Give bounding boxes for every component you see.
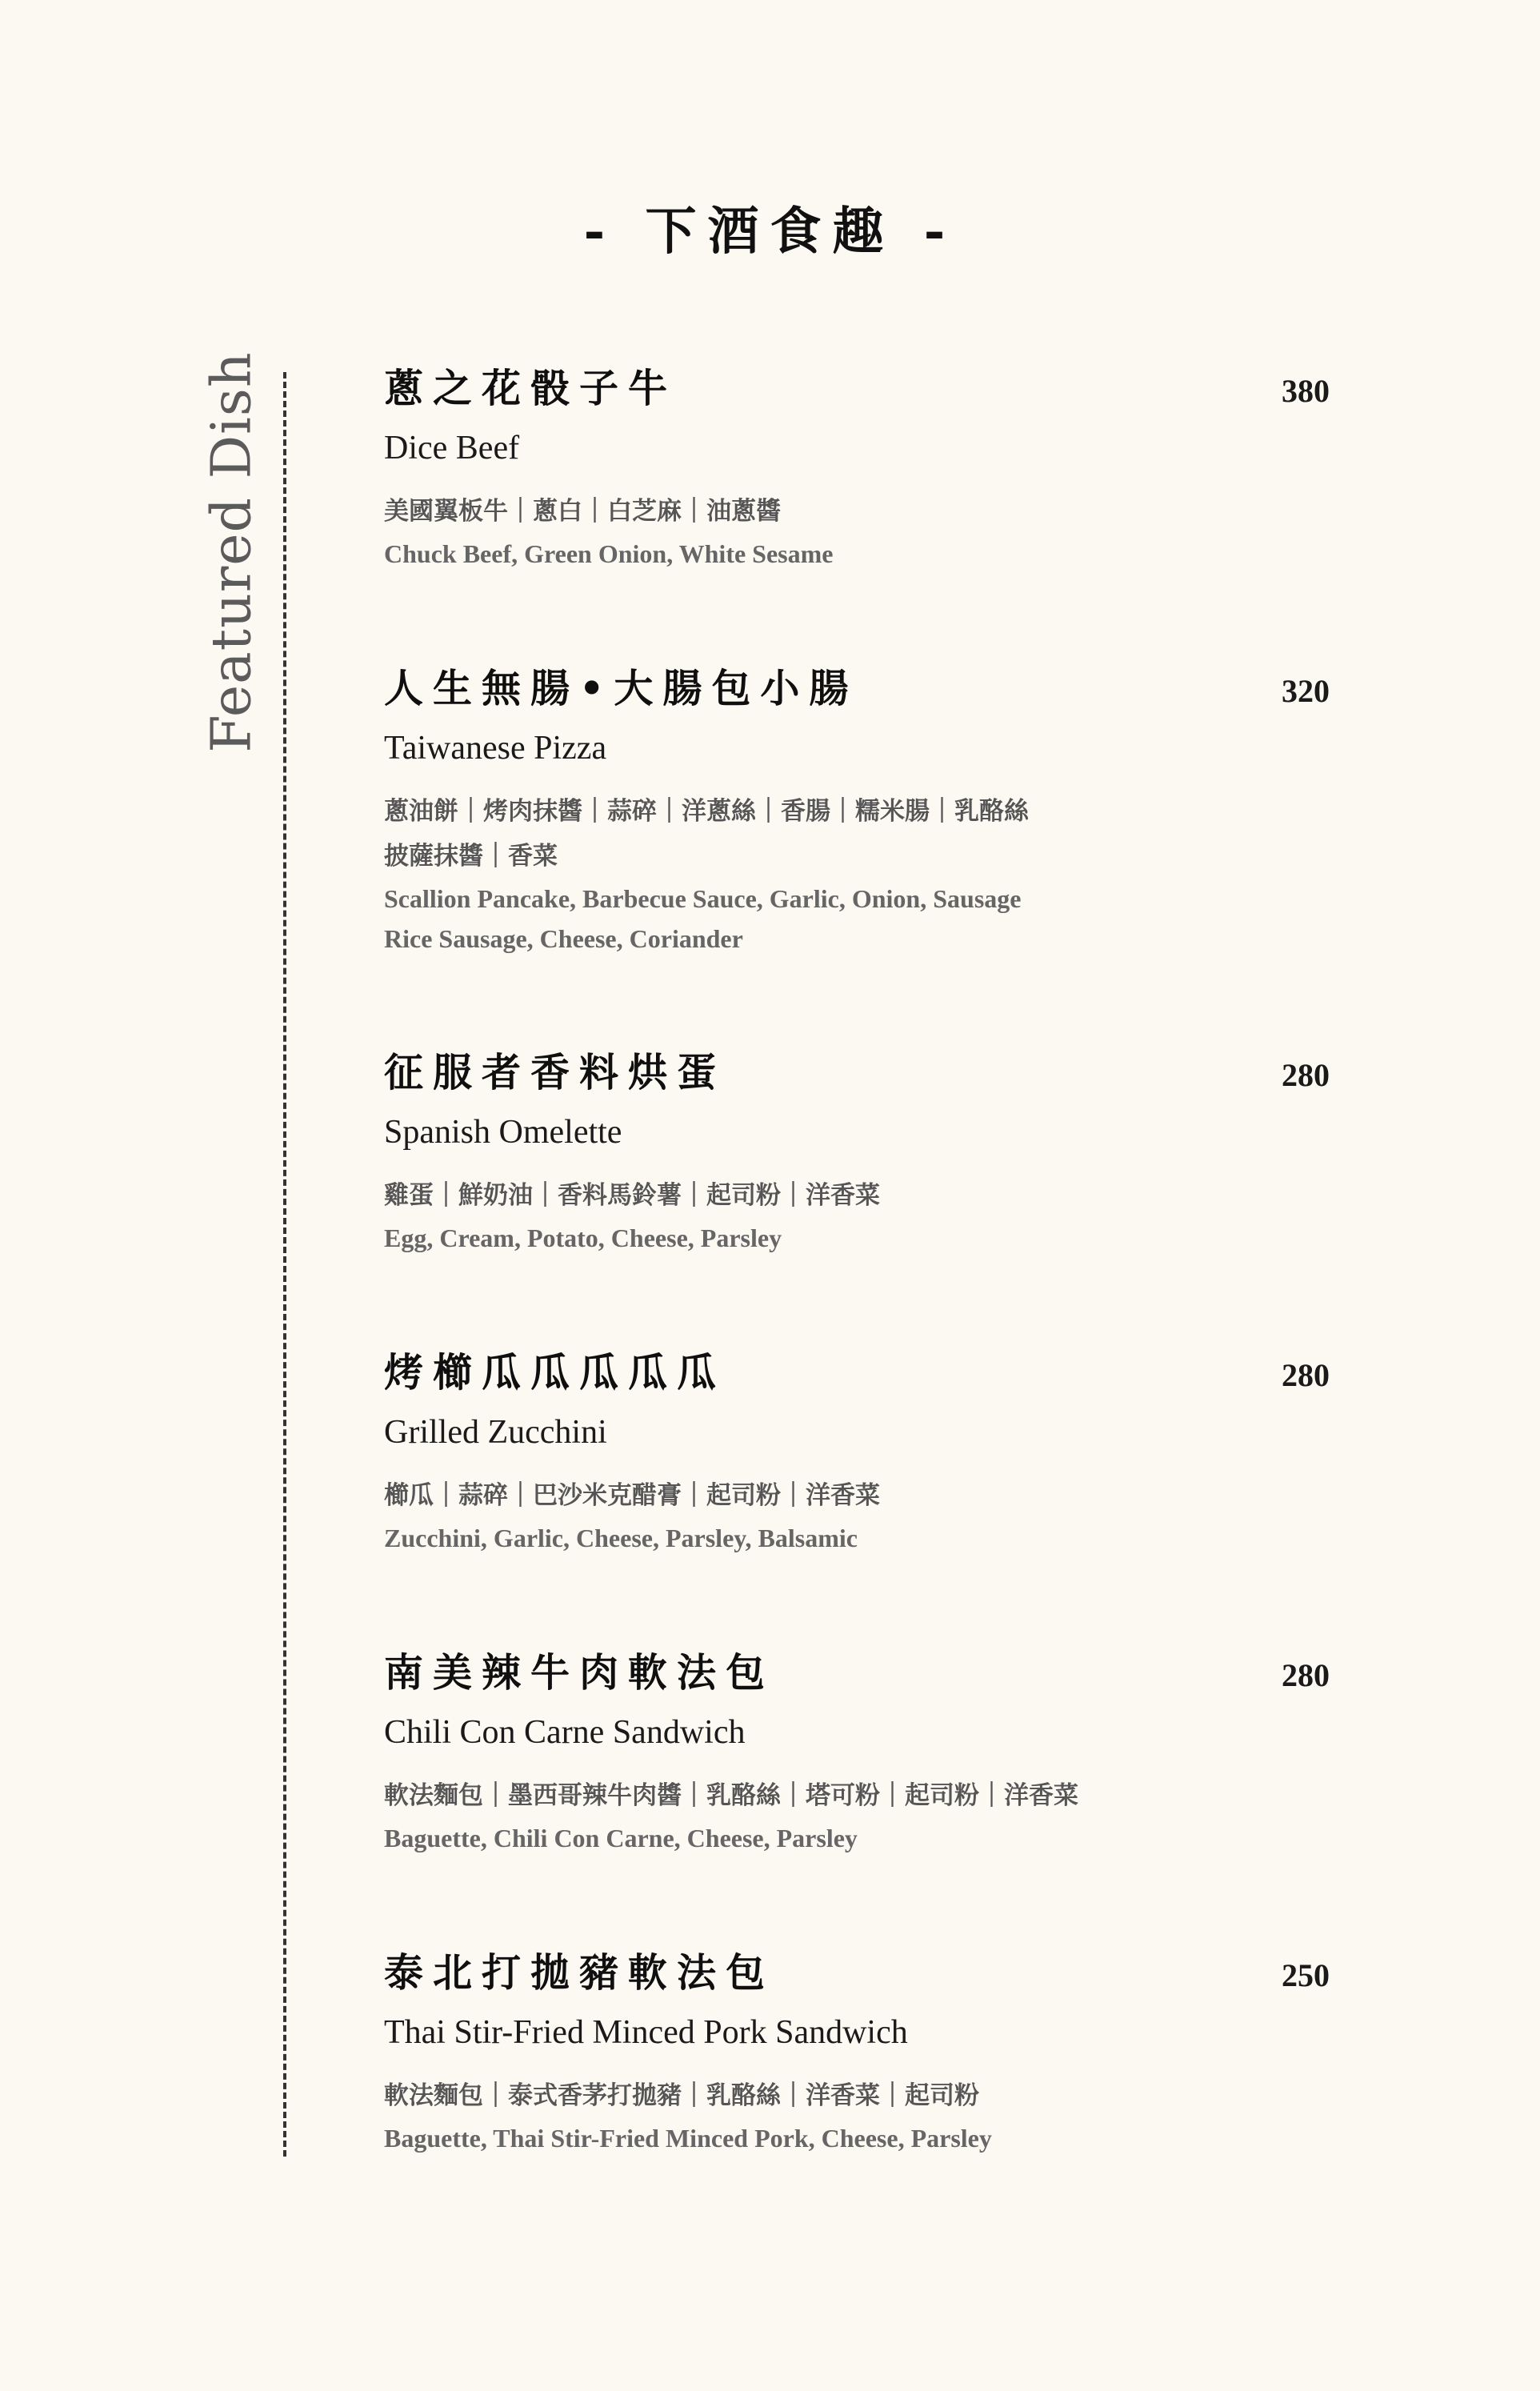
ingredients-en — [384, 2118, 1344, 2158]
dish-name-en: Grilled Zucchini — [384, 1414, 607, 1451]
ingredients-zh-line: 軟法麵包｜泰式香茅打拋豬｜乳酪絲｜洋香菜｜起司粉 — [384, 2081, 979, 2110]
menu-item — [384, 1948, 1344, 2158]
dish-name-en: Taiwanese Pizza — [384, 730, 607, 767]
dish-name-zh: 泰北打拋豬軟法包 — [384, 1949, 775, 1996]
ingredients-en-line: Baguette, Thai Stir-Fried Minced Pork, Cheese, Parsley — [384, 2124, 992, 2153]
menu-item — [384, 364, 1344, 574]
ingredients-zh — [384, 2073, 1344, 2118]
dish-price: 380 — [1282, 373, 1330, 409]
ingredients-en — [384, 1518, 1344, 1558]
menu-item — [384, 1348, 1344, 1558]
ingredients-en — [384, 1818, 1344, 1858]
section-label: Featured Dish — [200, 351, 264, 753]
dish-name-zh: 烤櫛瓜瓜瓜瓜瓜 — [384, 1349, 726, 1396]
ingredients-zh — [384, 1173, 1344, 1218]
ingredients-zh-line: 雞蛋｜鮮奶油｜香料馬鈴薯｜起司粉｜洋香菜 — [384, 1181, 880, 1210]
ingredients-zh — [384, 489, 1344, 534]
dashed-divider — [283, 372, 286, 2157]
ingredients-zh-line: 美國翼板牛｜蔥白｜白芝麻｜油蔥醬 — [384, 497, 781, 526]
ingredients-en — [384, 534, 1344, 574]
ingredients-zh-line: 櫛瓜｜蒜碎｜巴沙米克醋膏｜起司粉｜洋香菜 — [384, 1481, 880, 1510]
dish-price: 280 — [1282, 1357, 1330, 1393]
dish-price: 280 — [1282, 1057, 1330, 1093]
dish-name-zh: 蔥之花骰子牛 — [384, 365, 678, 411]
ingredients-zh-line: 軟法麵包｜墨西哥辣牛肉醬｜乳酪絲｜塔可粉｜起司粉｜洋香菜 — [384, 1781, 1078, 1810]
dish-name-en: Spanish Omelette — [384, 1114, 622, 1151]
ingredients-zh — [384, 1473, 1344, 1518]
dish-price: 320 — [1282, 673, 1330, 709]
ingredients-en-line: Rice Sausage, Cheese, Coriander — [384, 924, 743, 953]
ingredients-zh-line: 蔥油餅｜烤肉抹醬｜蒜碎｜洋蔥絲｜香腸｜糯米腸｜乳酪絲 — [384, 797, 1029, 826]
menu-item — [384, 1648, 1344, 1858]
ingredients-en — [384, 879, 1344, 959]
dish-name-zh: 征服者香料烘蛋 — [384, 1049, 726, 1095]
ingredients-zh-line: 披薩抹醬｜香菜 — [384, 842, 558, 871]
dish-name-en: Thai Stir-Fried Minced Pork Sandwich — [384, 2014, 908, 2051]
dish-name-zh: 人生無腸•大腸包小腸 — [384, 665, 858, 711]
ingredients-en-line: Scallion Pancake, Barbecue Sauce, Garlic, Onion, Sausage — [384, 884, 1022, 913]
dish-price: 280 — [1282, 1657, 1330, 1693]
menu-item — [384, 1048, 1344, 1258]
menu-item — [384, 664, 1344, 959]
dish-price: 250 — [1282, 1957, 1330, 1993]
dish-name-en: Dice Beef — [384, 430, 520, 467]
dish-name-en: Chili Con Carne Sandwich — [384, 1714, 746, 1751]
ingredients-en-line: Chuck Beef, Green Onion, White Sesame — [384, 539, 834, 568]
page-title: - 下酒食趣 - — [583, 202, 957, 262]
ingredients-en-line: Zucchini, Garlic, Cheese, Parsley, Balsamic — [384, 1524, 858, 1552]
dish-name-zh: 南美辣牛肉軟法包 — [384, 1649, 775, 1696]
ingredients-en — [384, 1218, 1344, 1258]
ingredients-zh — [384, 1773, 1344, 1818]
ingredients-zh — [384, 789, 1344, 879]
ingredients-en-line: Baguette, Chili Con Carne, Cheese, Parsley — [384, 1824, 858, 1852]
ingredients-en-line: Egg, Cream, Potato, Cheese, Parsley — [384, 1224, 782, 1252]
